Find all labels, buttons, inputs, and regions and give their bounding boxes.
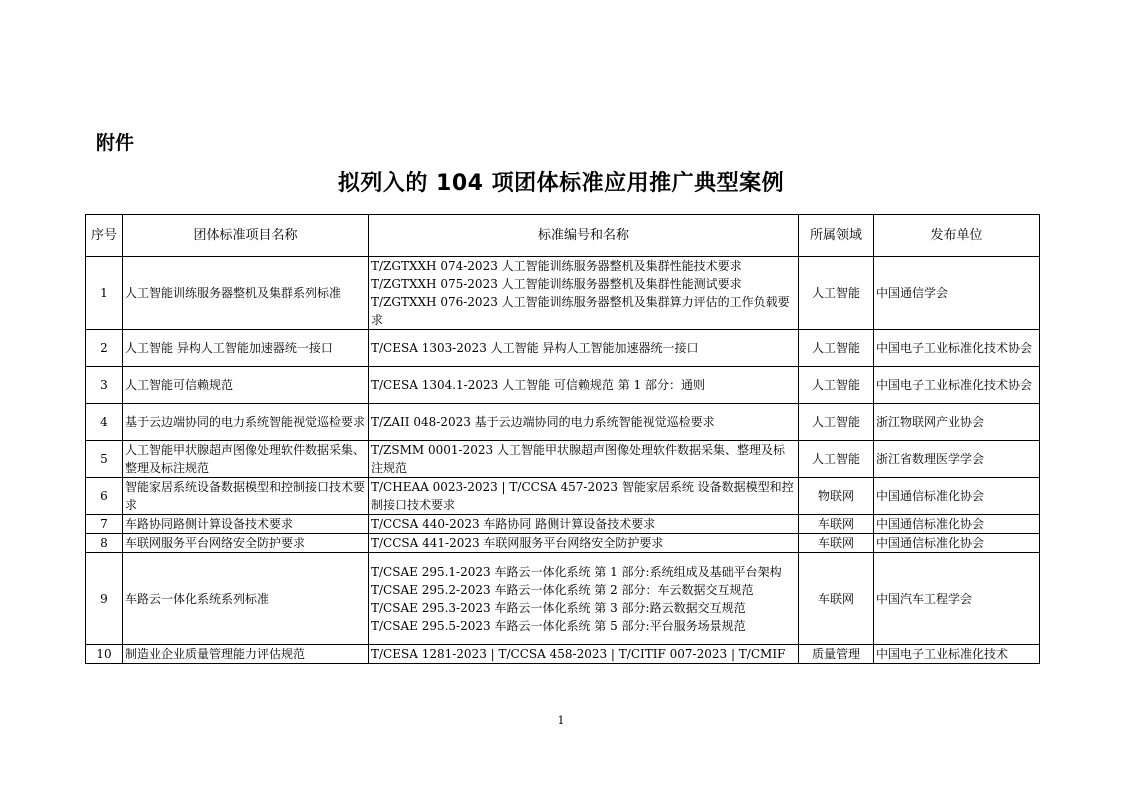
- page-number: 1: [557, 714, 565, 727]
- standard-entry: T/CCSA 440-2023 车路协同 路侧计算设备技术要求: [371, 517, 656, 531]
- header-project-name: 团体标准项目名称: [123, 215, 369, 257]
- standard-entry: T/CSAE 295.2-2023 车路云一体化系统 第 2 部分：车云数据交互规范: [371, 582, 754, 597]
- row-number: 7: [86, 515, 123, 534]
- field: 人工智能: [799, 330, 874, 367]
- standard-list: [369, 404, 799, 441]
- standard-list: [369, 515, 799, 534]
- publisher: 中国电子工业标准化技术: [874, 645, 1040, 664]
- table-row: [86, 257, 1040, 330]
- row-number: 3: [86, 367, 123, 404]
- publisher: 中国汽车工程学会: [874, 553, 1040, 645]
- standard-entry: T/CESA 1304.1-2023 人工智能 可信赖规范 第 1 部分：通则: [371, 378, 705, 392]
- table-header-row: [86, 215, 1040, 257]
- standard-entry: T/CESA 1303-2023 人工智能 异构人工智能加速器统一接口: [371, 341, 699, 355]
- row-number: 6: [86, 478, 123, 515]
- table-row: [86, 441, 1040, 478]
- header-no: 序号: [86, 215, 123, 257]
- standard-list: [369, 645, 799, 664]
- table-row: [86, 553, 1040, 645]
- project-name: 人工智能可信赖规范: [123, 367, 369, 404]
- publisher: 浙江物联网产业协会: [874, 404, 1040, 441]
- row-number: 2: [86, 330, 123, 367]
- row-number: 4: [86, 404, 123, 441]
- standard-list: [369, 478, 799, 515]
- standard-entry: T/ZGTXXH 076-2023 人工智能训练服务器整机及集群算力评估的工作负载要求: [371, 295, 790, 327]
- publisher: 中国电子工业标准化技术协会: [874, 330, 1040, 367]
- row-number: 1: [86, 257, 123, 330]
- header-publisher: 发布单位: [874, 215, 1040, 257]
- standard-entry: T/CESA 1281-2023 | T/CCSA 458-2023 | T/CITIF 007-2023 | T/CMIF: [371, 647, 786, 661]
- field: 车联网: [799, 515, 874, 534]
- header-field: 所属领域: [799, 215, 874, 257]
- standard-entry: T/ZAII 048-2023 基于云边端协同的电力系统智能视觉巡检要求: [371, 415, 715, 429]
- table-row: [86, 367, 1040, 404]
- publisher: 中国通信标准化协会: [874, 515, 1040, 534]
- project-name: 制造业企业质量管理能力评估规范: [123, 645, 369, 664]
- standard-list: [369, 330, 799, 367]
- field: 人工智能: [799, 257, 874, 330]
- table-row: [86, 534, 1040, 553]
- field: 质量管理: [799, 645, 874, 664]
- standard-entry: T/ZSMM 0001-2023 人工智能甲状腺超声图像处理软件数据采集、整理及标注规范: [371, 443, 785, 475]
- table-row: [86, 515, 1040, 534]
- page-title: 拟列入的 104 项团体标准应用推广典型案例: [337, 171, 785, 196]
- field: 车联网: [799, 553, 874, 645]
- standard-list: [369, 553, 799, 645]
- attachment-label: 附件: [96, 132, 135, 154]
- standard-entry: T/ZGTXXH 075-2023 人工智能训练服务器整机及集群性能测试要求: [371, 277, 742, 291]
- field: 物联网: [799, 478, 874, 515]
- row-number: 10: [86, 645, 123, 664]
- project-name: 智能家居系统设备数据模型和控制接口技术要求: [123, 478, 369, 515]
- standard-list: [369, 367, 799, 404]
- standard-entry: T/CHEAA 0023-2023 | T/CCSA 457-2023 智能家居系统 设备数据模型和控制接口技术要求: [371, 480, 794, 512]
- header-standard-code-name: 标准编号和名称: [369, 215, 799, 257]
- project-name: 车路云一体化系统系列标准: [123, 553, 369, 645]
- field: 人工智能: [799, 367, 874, 404]
- field: 人工智能: [799, 404, 874, 441]
- row-number: 8: [86, 534, 123, 553]
- standard-list: [369, 441, 799, 478]
- row-number: 5: [86, 441, 123, 478]
- standard-entry: T/ZGTXXH 074-2023 人工智能训练服务器整机及集群性能技术要求: [371, 259, 742, 273]
- standard-entry: T/CSAE 295.3-2023 车路云一体化系统 第 3 部分:路云数据交互规范: [371, 600, 746, 615]
- publisher: 中国通信学会: [874, 257, 1040, 330]
- field: 车联网: [799, 534, 874, 553]
- table-body: [86, 257, 1040, 664]
- project-name: 人工智能 异构人工智能加速器统一接口: [123, 330, 369, 367]
- project-name: 人工智能训练服务器整机及集群系列标准: [123, 257, 369, 330]
- table-row: [86, 478, 1040, 515]
- publisher: 中国通信标准化协会: [874, 534, 1040, 553]
- row-number: 9: [86, 553, 123, 645]
- standard-entry: T/CSAE 295.1-2023 车路云一体化系统 第 1 部分:系统组成及基础平台架构: [371, 564, 782, 579]
- standard-entry: T/CCSA 441-2023 车联网服务平台网络安全防护要求: [371, 536, 664, 550]
- publisher: 中国电子工业标准化技术协会: [874, 367, 1040, 404]
- table-row: [86, 645, 1040, 664]
- field: 人工智能: [799, 441, 874, 478]
- table-row: [86, 404, 1040, 441]
- standard-entry: T/CSAE 295.5-2023 车路云一体化系统 第 5 部分:平台服务场景规范: [371, 618, 746, 633]
- standards-table: [85, 214, 1040, 664]
- project-name: 基于云边端协同的电力系统智能视觉巡检要求: [123, 404, 369, 441]
- project-name: 车联网服务平台网络安全防护要求: [123, 534, 369, 553]
- project-name: 人工智能甲状腺超声图像处理软件数据采集、整理及标注规范: [123, 441, 369, 478]
- table-row: [86, 330, 1040, 367]
- project-name: 车路协同路侧计算设备技术要求: [123, 515, 369, 534]
- standard-list: [369, 534, 799, 553]
- publisher: 浙江省数理医学学会: [874, 441, 1040, 478]
- publisher: 中国通信标准化协会: [874, 478, 1040, 515]
- standard-list: [369, 257, 799, 330]
